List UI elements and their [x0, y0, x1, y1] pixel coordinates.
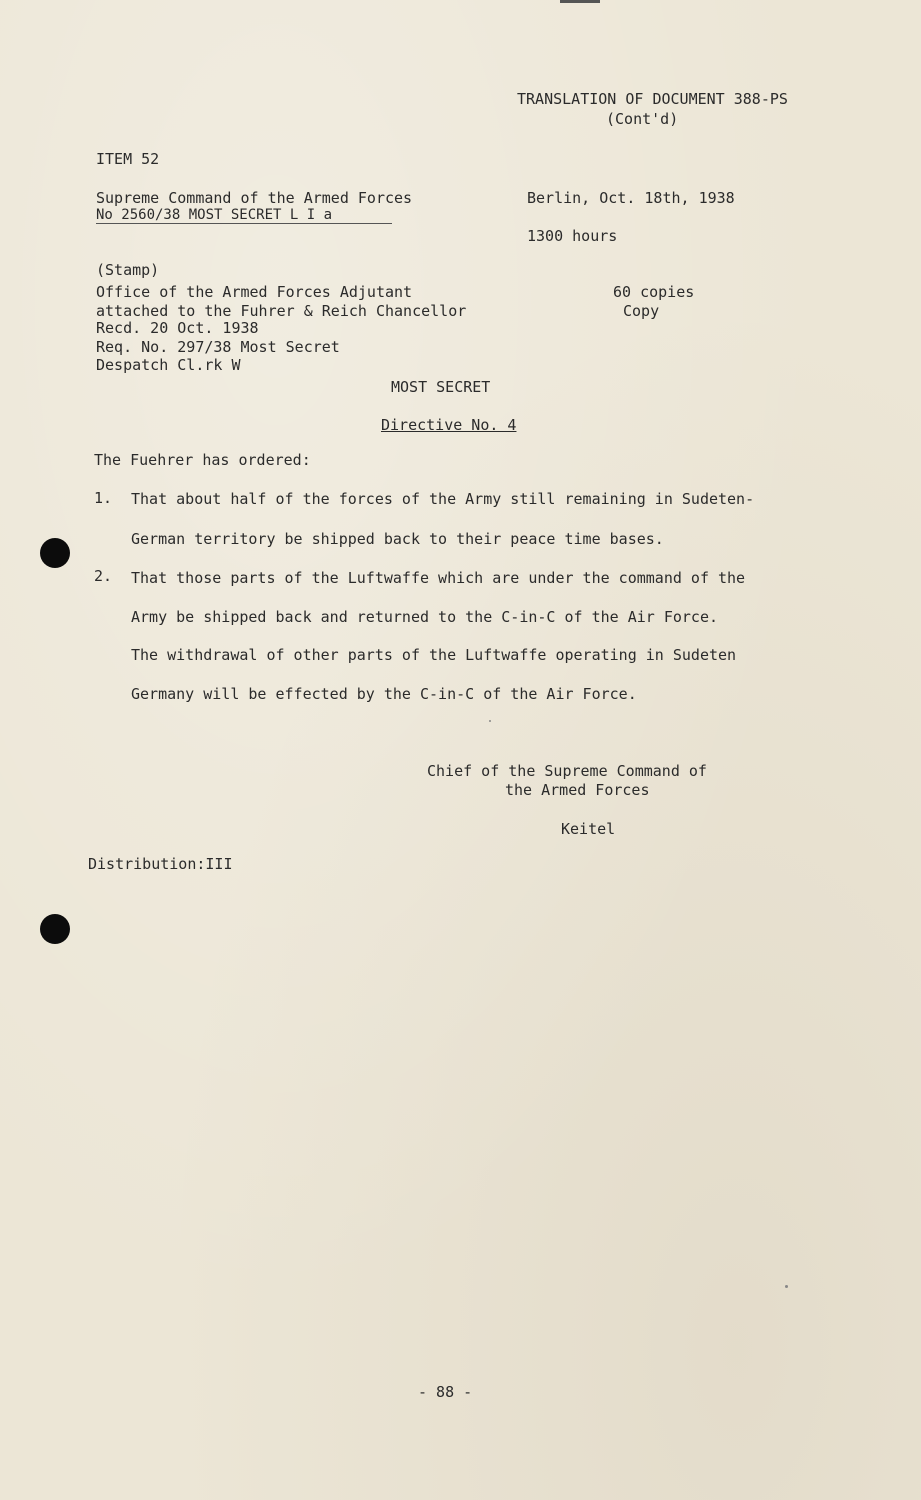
- stamp-label: (Stamp): [96, 261, 160, 279]
- place-date: Berlin, Oct. 18th, 1938: [527, 189, 735, 207]
- list-text: That about half of the forces of the Army still remaining in Sudeten-: [131, 490, 755, 508]
- punch-hole: [40, 914, 70, 944]
- intro-text: The Fuehrer has ordered:: [94, 451, 311, 469]
- copy-label: Copy: [623, 302, 660, 320]
- list-text: Army be shipped back and returned to the C-in-C of the Air Force.: [131, 608, 718, 626]
- reference-number: No 2560/38 MOST SECRET L I a: [96, 208, 392, 224]
- stamp-line: Despatch Cl.rk W: [96, 356, 241, 374]
- scan-edge-mark: [560, 0, 600, 3]
- paper-speck: [489, 720, 491, 722]
- list-text: The withdrawal of other parts of the Luftwaffe operating in Sudeten: [131, 646, 737, 664]
- signature-name: Keitel: [561, 820, 616, 838]
- stamp-line: Req. No. 297/38 Most Secret: [96, 338, 340, 356]
- list-text: Germany will be effected by the C-in-C of the Air Force.: [131, 685, 637, 703]
- list-text: German territory be shipped back to their peace time bases.: [131, 530, 664, 548]
- distribution: Distribution:III: [88, 855, 233, 873]
- list-text: That those parts of the Luftwaffe which are under the command of the: [131, 569, 746, 587]
- stamp-line: attached to the Fuhrer & Reich Chancellor: [96, 302, 467, 320]
- paper-speck: [785, 1285, 788, 1288]
- sender-line: Supreme Command of the Armed Forces: [96, 189, 413, 207]
- item-number: ITEM 52: [96, 150, 160, 168]
- stamp-line: Recd. 20 Oct. 1938: [96, 319, 259, 337]
- list-number: 1.: [94, 489, 113, 507]
- signature-title: the Armed Forces: [505, 781, 650, 799]
- directive-title: Directive No. 4: [381, 416, 517, 434]
- signature-title: Chief of the Supreme Command of: [427, 762, 707, 780]
- classification: MOST SECRET: [391, 378, 491, 396]
- time: 1300 hours: [527, 227, 618, 245]
- document-title: TRANSLATION OF DOCUMENT 388-PS: [517, 90, 788, 108]
- punch-hole: [40, 538, 70, 568]
- document-title-cont: (Cont'd): [606, 110, 679, 128]
- list-number: 2.: [94, 567, 113, 585]
- page-number: - 88 -: [418, 1383, 473, 1401]
- copies-count: 60 copies: [613, 283, 695, 301]
- stamp-line: Office of the Armed Forces Adjutant: [96, 283, 413, 301]
